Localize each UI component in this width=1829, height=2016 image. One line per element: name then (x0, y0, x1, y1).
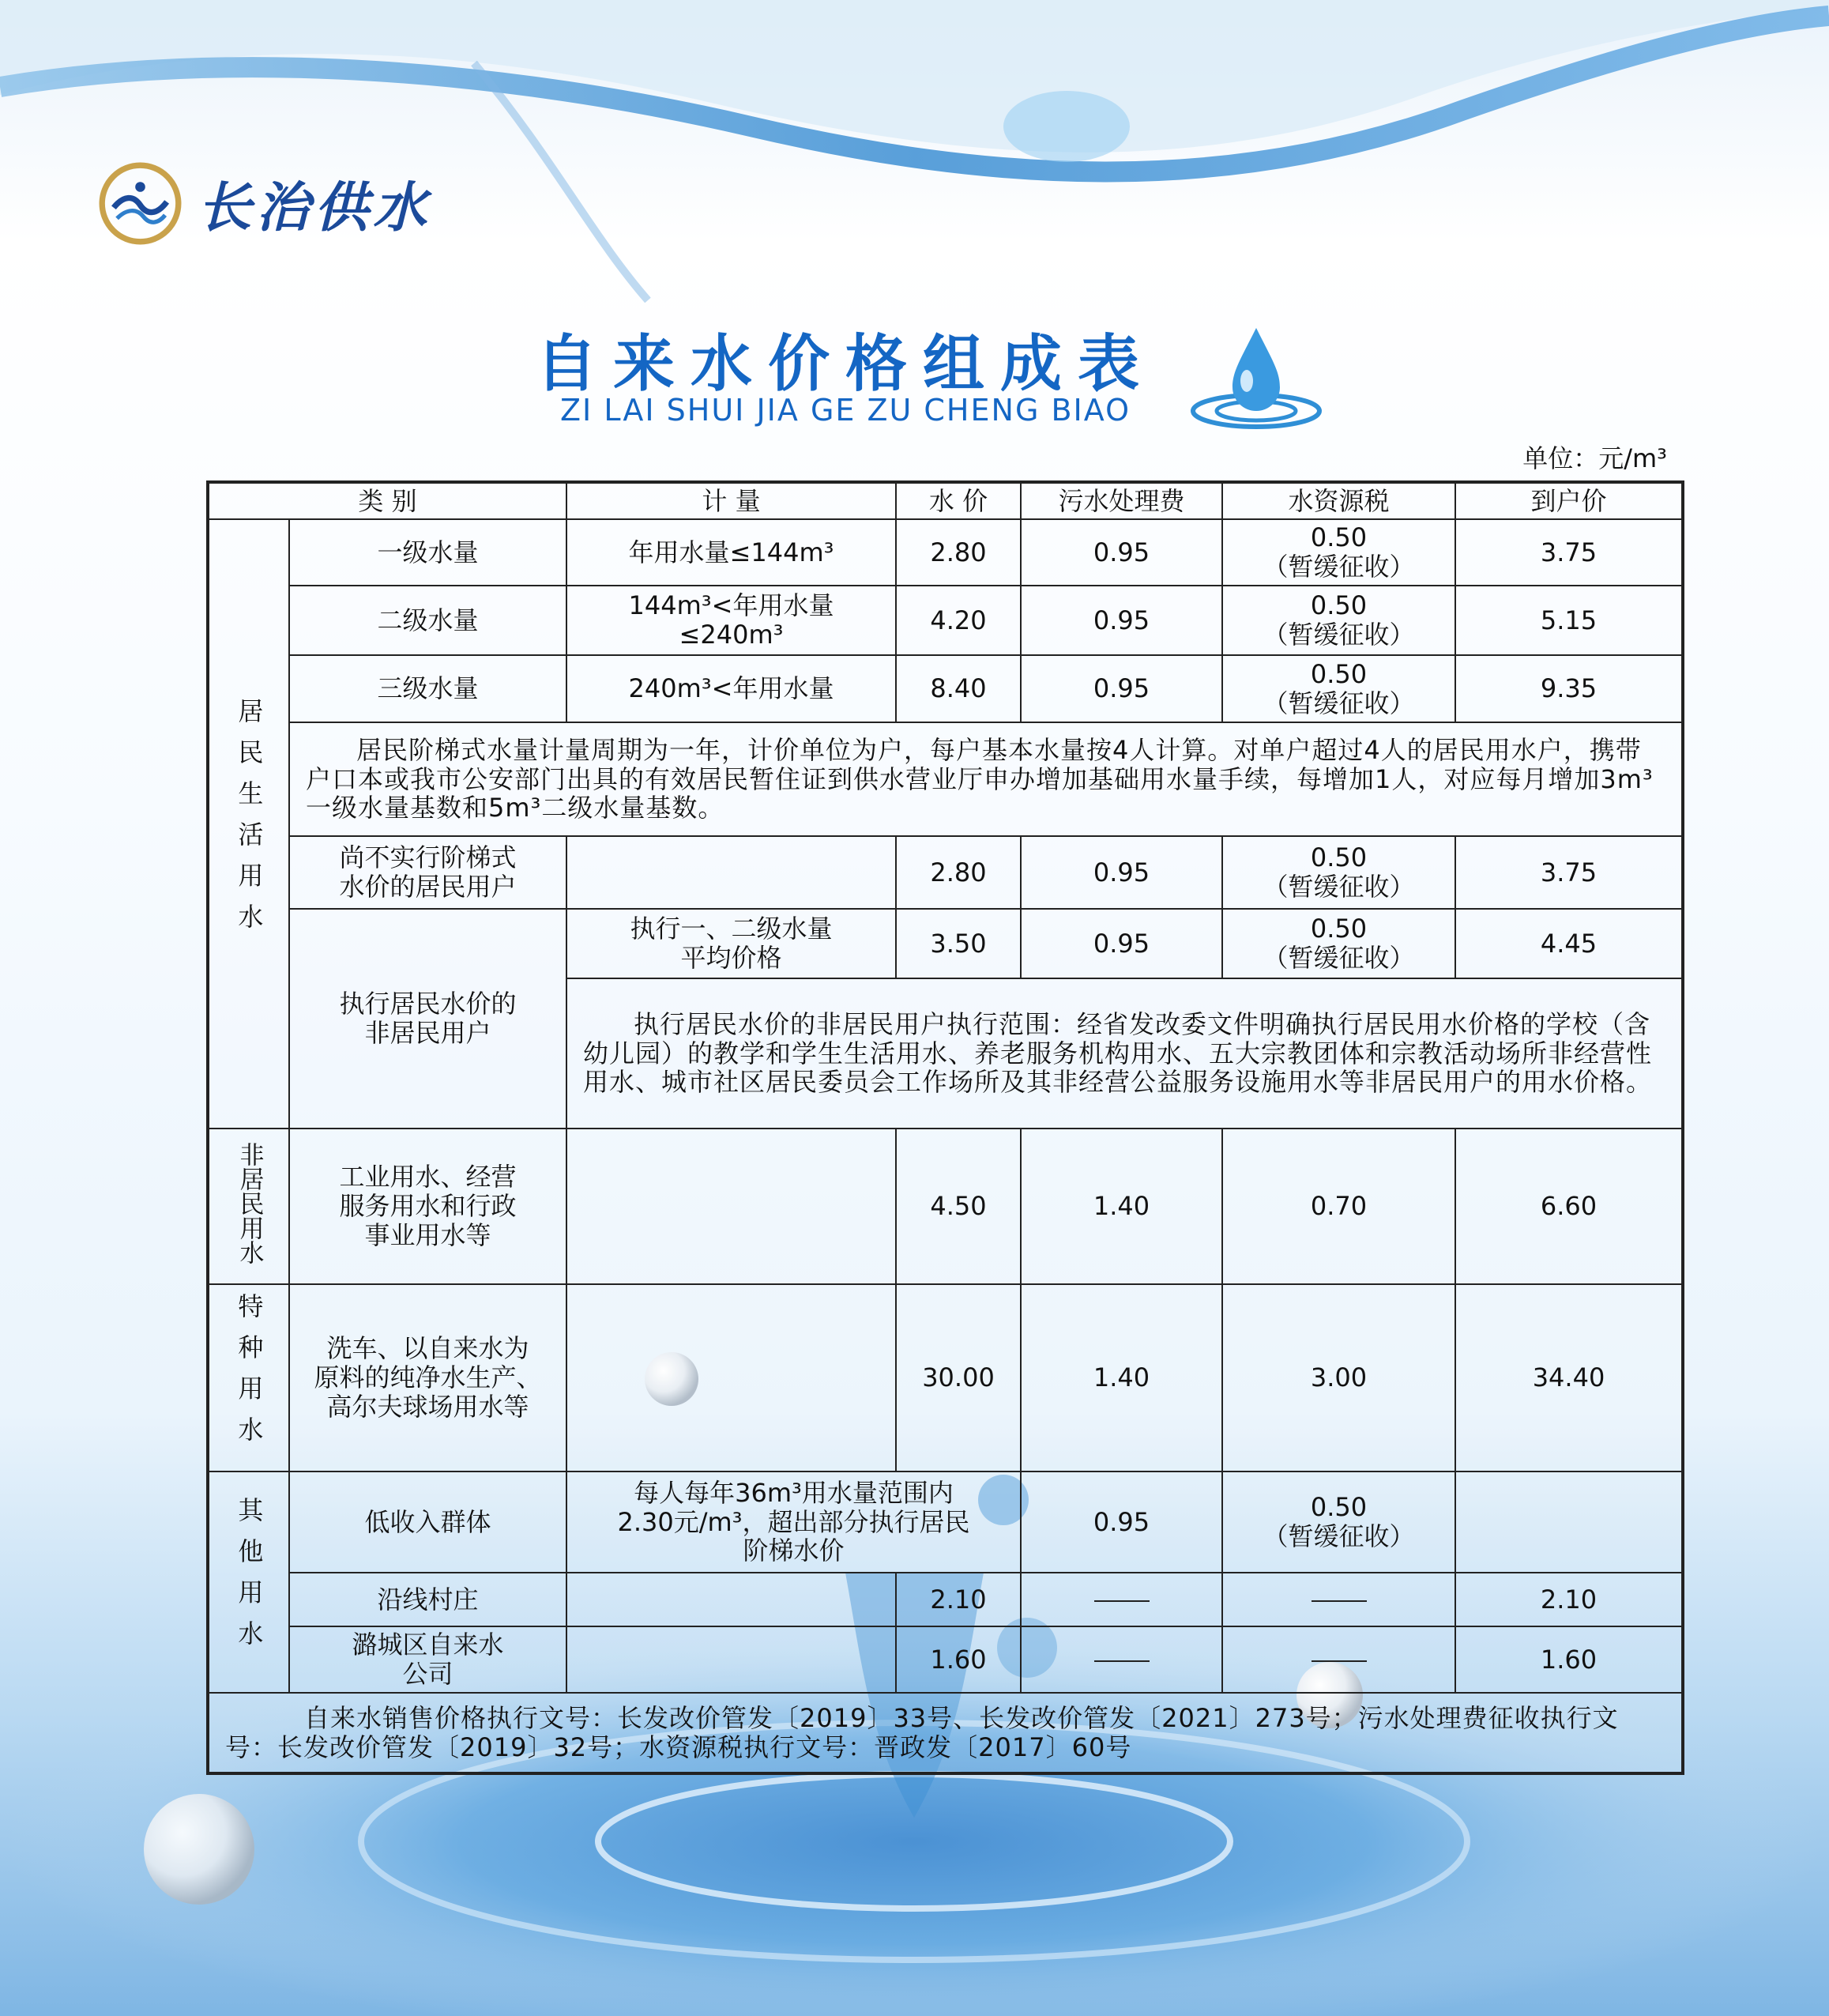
table-row (208, 1129, 1683, 1284)
header-total-price: 到户价 (1455, 482, 1683, 519)
non-residential-name: 工业用水、经营 服务用水和行政 事业用水等 (289, 1129, 566, 1284)
non-tier-measure (566, 836, 896, 909)
price-table (206, 480, 1684, 1775)
tier-name: 一级水量 (289, 519, 566, 586)
tier-tax: 0.50 （暂缓征收） (1222, 586, 1455, 655)
company-tax-dash (1222, 1626, 1455, 1693)
tier-name: 二级水量 (289, 586, 566, 655)
table-footnote: 自来水销售价格执行文号：长发改价管发〔2019〕33号、长发改价管发〔2021〕273号；污水处理费征收执行文号：长发改价管发〔2019〕32号；水资源税执行文号：晋政发〔2017〕60号 (208, 1693, 1683, 1773)
header-category: 类 别 (208, 482, 566, 519)
nonres-at-res-price: 3.50 (896, 909, 1021, 978)
nonres-at-res-name: 执行居民水价的 非居民用户 (289, 909, 566, 1129)
nonres-at-res-total: 4.45 (1455, 909, 1683, 978)
tier-price: 4.20 (896, 586, 1021, 655)
non-tier-name: 尚不实行阶梯式 水价的居民用户 (289, 836, 566, 909)
header-sewage-fee: 污水处理费 (1021, 482, 1222, 519)
table-row (208, 586, 1683, 655)
header-measure: 计 量 (566, 482, 896, 519)
table-row (208, 909, 1683, 978)
nonres-at-res-sewage: 0.95 (1021, 909, 1222, 978)
village-price: 2.10 (896, 1573, 1021, 1626)
table-header-row (208, 482, 1683, 519)
tier-tax: 0.50 （暂缓征收） (1222, 655, 1455, 722)
village-name: 沿线村庄 (289, 1573, 566, 1626)
nonres-at-res-tax: 0.50 （暂缓征收） (1222, 909, 1455, 978)
tier-tax: 0.50 （暂缓征收） (1222, 519, 1455, 586)
category-residential: 居民生活用水 (208, 519, 289, 1129)
tier-sewage: 0.95 (1021, 519, 1222, 586)
nonres-at-res-measure: 执行一、二级水量 平均价格 (566, 909, 896, 978)
water-drop-icon (1185, 324, 1323, 431)
low-income-total (1455, 1471, 1683, 1573)
village-sewage-dash (1021, 1573, 1222, 1626)
table-row (208, 655, 1683, 722)
company-total: 1.60 (1455, 1626, 1683, 1693)
page-subtitle: ZI LAI SHUI JIA GE ZU CHENG BIAO (560, 393, 1131, 428)
company-measure (566, 1626, 896, 1693)
nonres-scope-note: 执行居民水价的非居民用户执行范围：经省发改委文件明确执行居民用水价格的学校（含幼儿园）的教学和学生生活用水、养老服务机构用水、五大宗教团体和宗教活动场所非经营性用水、城市社区居民委员会工作场所及其非经营公益服务设施用水等非居民用户的用水价格。 (566, 978, 1683, 1129)
table-row (208, 1284, 1683, 1471)
non-residential-tax: 0.70 (1222, 1129, 1455, 1284)
special-measure (566, 1284, 896, 1471)
tier-name: 三级水量 (289, 655, 566, 722)
non-tier-tax: 0.50 （暂缓征收） (1222, 836, 1455, 909)
special-sewage: 1.40 (1021, 1284, 1222, 1471)
non-tier-total: 3.75 (1455, 836, 1683, 909)
header-water-price: 水 价 (896, 482, 1021, 519)
low-income-tax: 0.50 （暂缓征收） (1222, 1471, 1455, 1573)
village-measure (566, 1573, 896, 1626)
category-special: 特种用水 (208, 1284, 289, 1471)
table-row (208, 1573, 1683, 1626)
village-tax-dash (1222, 1573, 1455, 1626)
tier-measure: 年用水量≤144m³ (566, 519, 896, 586)
low-income-sewage: 0.95 (1021, 1471, 1222, 1573)
brand-logo (99, 162, 431, 245)
water-logo-icon (99, 162, 182, 245)
tier-total: 3.75 (1455, 519, 1683, 586)
special-tax: 3.00 (1222, 1284, 1455, 1471)
logo-text: 长治供水 (198, 176, 432, 239)
table-row (208, 836, 1683, 909)
non-tier-price: 2.80 (896, 836, 1021, 909)
tier-total: 9.35 (1455, 655, 1683, 722)
category-non-residential: 非居民用水 (208, 1129, 289, 1284)
non-residential-total: 6.60 (1455, 1129, 1683, 1284)
special-total: 34.40 (1455, 1284, 1683, 1471)
table-row (208, 1693, 1683, 1773)
unit-label: 单位：元/m³ (1522, 443, 1667, 473)
low-income-desc: 每人每年36m³用水量范围内 2.30元/m³，超出部分执行居民 阶梯水价 (566, 1471, 1021, 1573)
non-tier-sewage: 0.95 (1021, 836, 1222, 909)
category-other: 其他用水 (208, 1471, 289, 1693)
tier-price: 2.80 (896, 519, 1021, 586)
table-row (208, 1471, 1683, 1573)
company-sewage-dash (1021, 1626, 1222, 1693)
table-row (208, 722, 1683, 836)
company-name: 潞城区自来水 公司 (289, 1626, 566, 1693)
non-residential-sewage: 1.40 (1021, 1129, 1222, 1284)
non-residential-price: 4.50 (896, 1129, 1021, 1284)
header-resource-tax: 水资源税 (1222, 482, 1455, 519)
tier-measure: 240m³<年用水量 (566, 655, 896, 722)
tier-note: 居民阶梯式水量计量周期为一年，计价单位为户，每户基本水量按4人计算。对单户超过4人的居民用水户，携带户口本或我市公安部门出具的有效居民暂住证到供水营业厅申办增加基础用水量手续，每增加1人，对应每月增加3m³一级水量基数和5m³二级水量基数。 (289, 722, 1683, 836)
tier-measure: 144m³<年用水量 ≤240m³ (566, 586, 896, 655)
village-total: 2.10 (1455, 1573, 1683, 1626)
page-title: 自来水价格组成表 (535, 329, 1155, 400)
special-price: 30.00 (896, 1284, 1021, 1471)
tier-sewage: 0.95 (1021, 586, 1222, 655)
special-name: 洗车、以自来水为 原料的纯净水生产、 高尔夫球场用水等 (289, 1284, 566, 1471)
tier-total: 5.15 (1455, 586, 1683, 655)
low-income-name: 低收入群体 (289, 1471, 566, 1573)
tier-sewage: 0.95 (1021, 655, 1222, 722)
non-residential-measure (566, 1129, 896, 1284)
company-price: 1.60 (896, 1626, 1021, 1693)
tier-price: 8.40 (896, 655, 1021, 722)
table-row (208, 1626, 1683, 1693)
table-row (208, 519, 1683, 586)
